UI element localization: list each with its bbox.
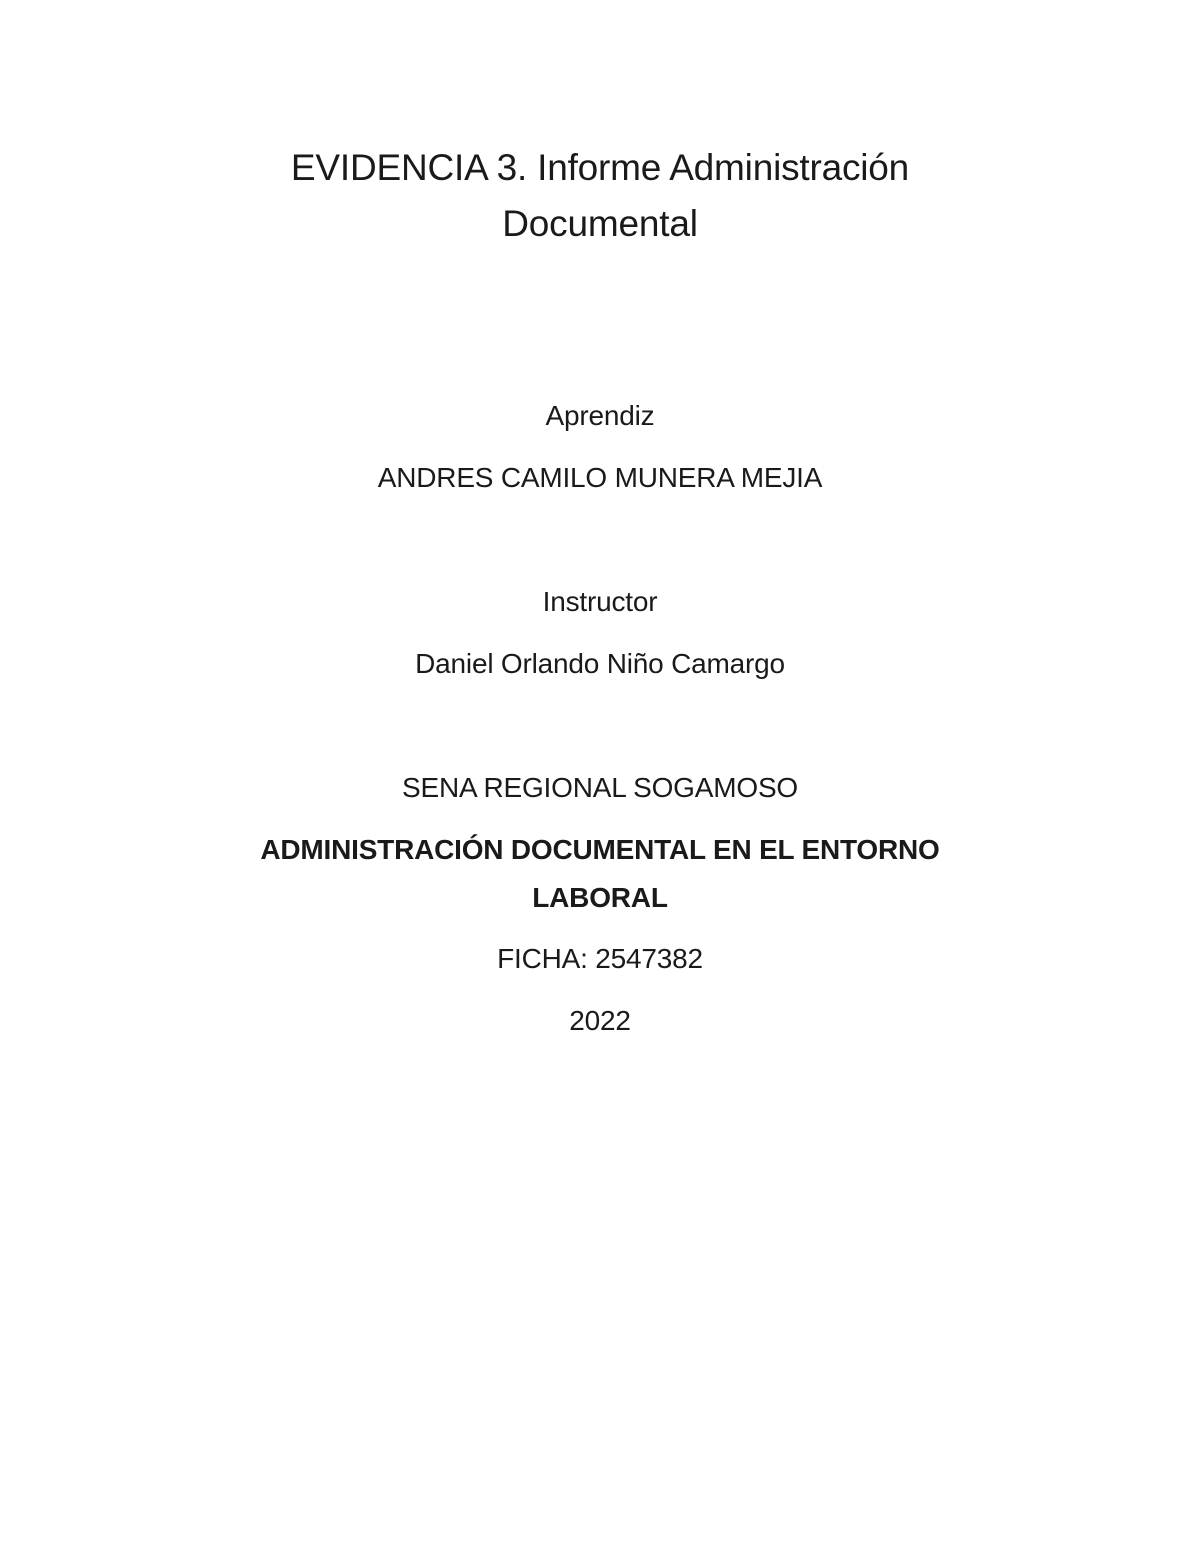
program-title-line-2: LABORAL <box>532 882 668 913</box>
instructor-label: Instructor <box>542 586 658 617</box>
instructor-name: Daniel Orlando Niño Camargo <box>415 648 785 679</box>
program-title-line-1: ADMINISTRACIÓN DOCUMENTAL EN EL ENTORNO <box>260 834 940 865</box>
document-title-line-1: EVIDENCIA 3. Informe Administración <box>290 147 910 188</box>
document-title-line-2: Documental <box>502 203 698 244</box>
apprentice-label: Aprendiz <box>545 400 655 431</box>
apprentice-name: ANDRES CAMILO MUNERA MEJIA <box>377 462 823 493</box>
document-year: 2022 <box>569 1005 631 1036</box>
ficha-number: FICHA: 2547382 <box>497 943 703 974</box>
institution-name: SENA REGIONAL SOGAMOSO <box>402 772 798 803</box>
